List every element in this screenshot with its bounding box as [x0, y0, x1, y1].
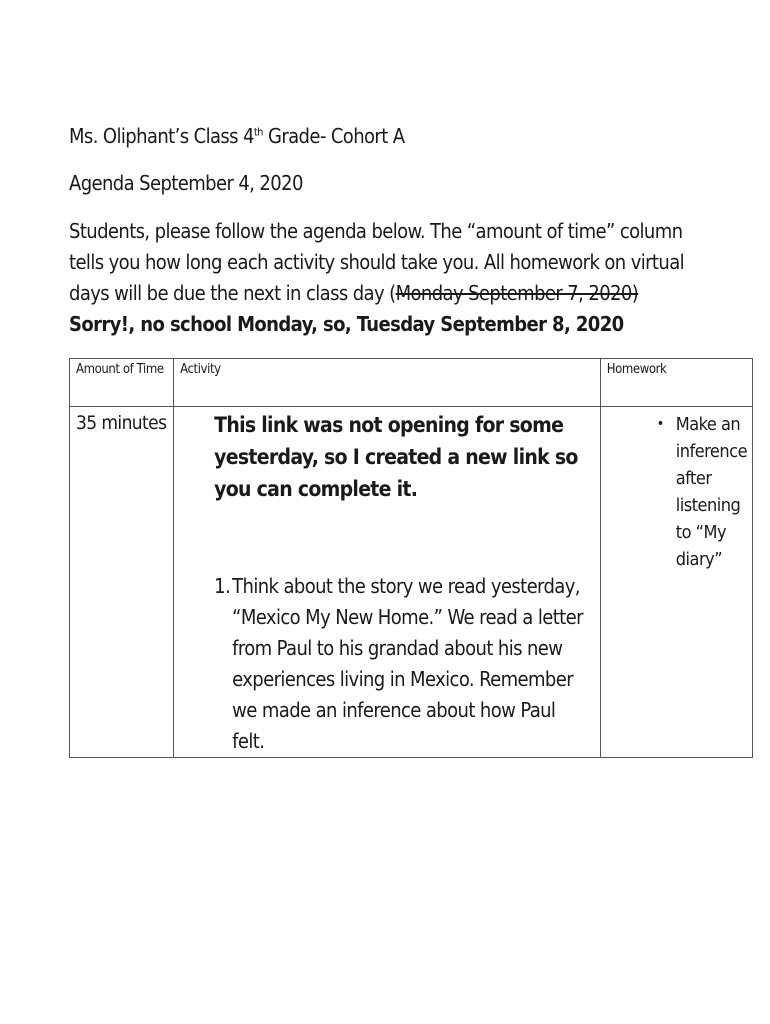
header-amount-of-time: Amount of Time — [70, 359, 174, 407]
intro-correction: Sorry!, no school Monday, so, Tuesday September 8, 2020 — [69, 312, 624, 336]
header-activity: Activity — [174, 359, 601, 407]
title-suffix: Grade- Cohort A — [262, 124, 405, 148]
agenda-date: Agenda September 4, 2020 — [69, 171, 303, 195]
bullet-icon: • — [656, 416, 664, 432]
intro-text: Students, please follow the agenda below. The “amount of time” column tells you how long each activity should take you. All homework on virtual days will be due the next in class day ( — [69, 219, 685, 305]
step-number: 1. — [214, 574, 231, 598]
table-header-row — [70, 359, 753, 407]
intro-paragraph — [69, 216, 709, 340]
title-prefix: Ms. Oliphant’s Class 4 — [69, 124, 254, 148]
homework-item: Make an inference after listening to “My diary” — [675, 414, 748, 570]
intro-struck-date: Monday September 7, 2020) — [395, 281, 639, 305]
activity-steps — [214, 571, 590, 757]
activity-notice: This link was not opening for some yesterday, so I created a new link so you can complete it. — [214, 413, 578, 501]
step-text: Think about the story we read yesterday, “Mexico My New Home.” We read a letter from Paul to his grandad about his new experiences living in Mexico. Remember we made an inference about how Paul felt. — [232, 574, 583, 753]
title-superscript: th — [253, 125, 263, 139]
page-title — [69, 124, 405, 148]
time-cell: 35 minutes — [70, 407, 174, 758]
table-row — [70, 407, 753, 758]
list-item — [214, 571, 590, 757]
activity-cell — [174, 407, 601, 758]
header-homework: Homework — [600, 359, 752, 407]
agenda-table — [69, 358, 753, 758]
homework-cell — [600, 407, 752, 758]
